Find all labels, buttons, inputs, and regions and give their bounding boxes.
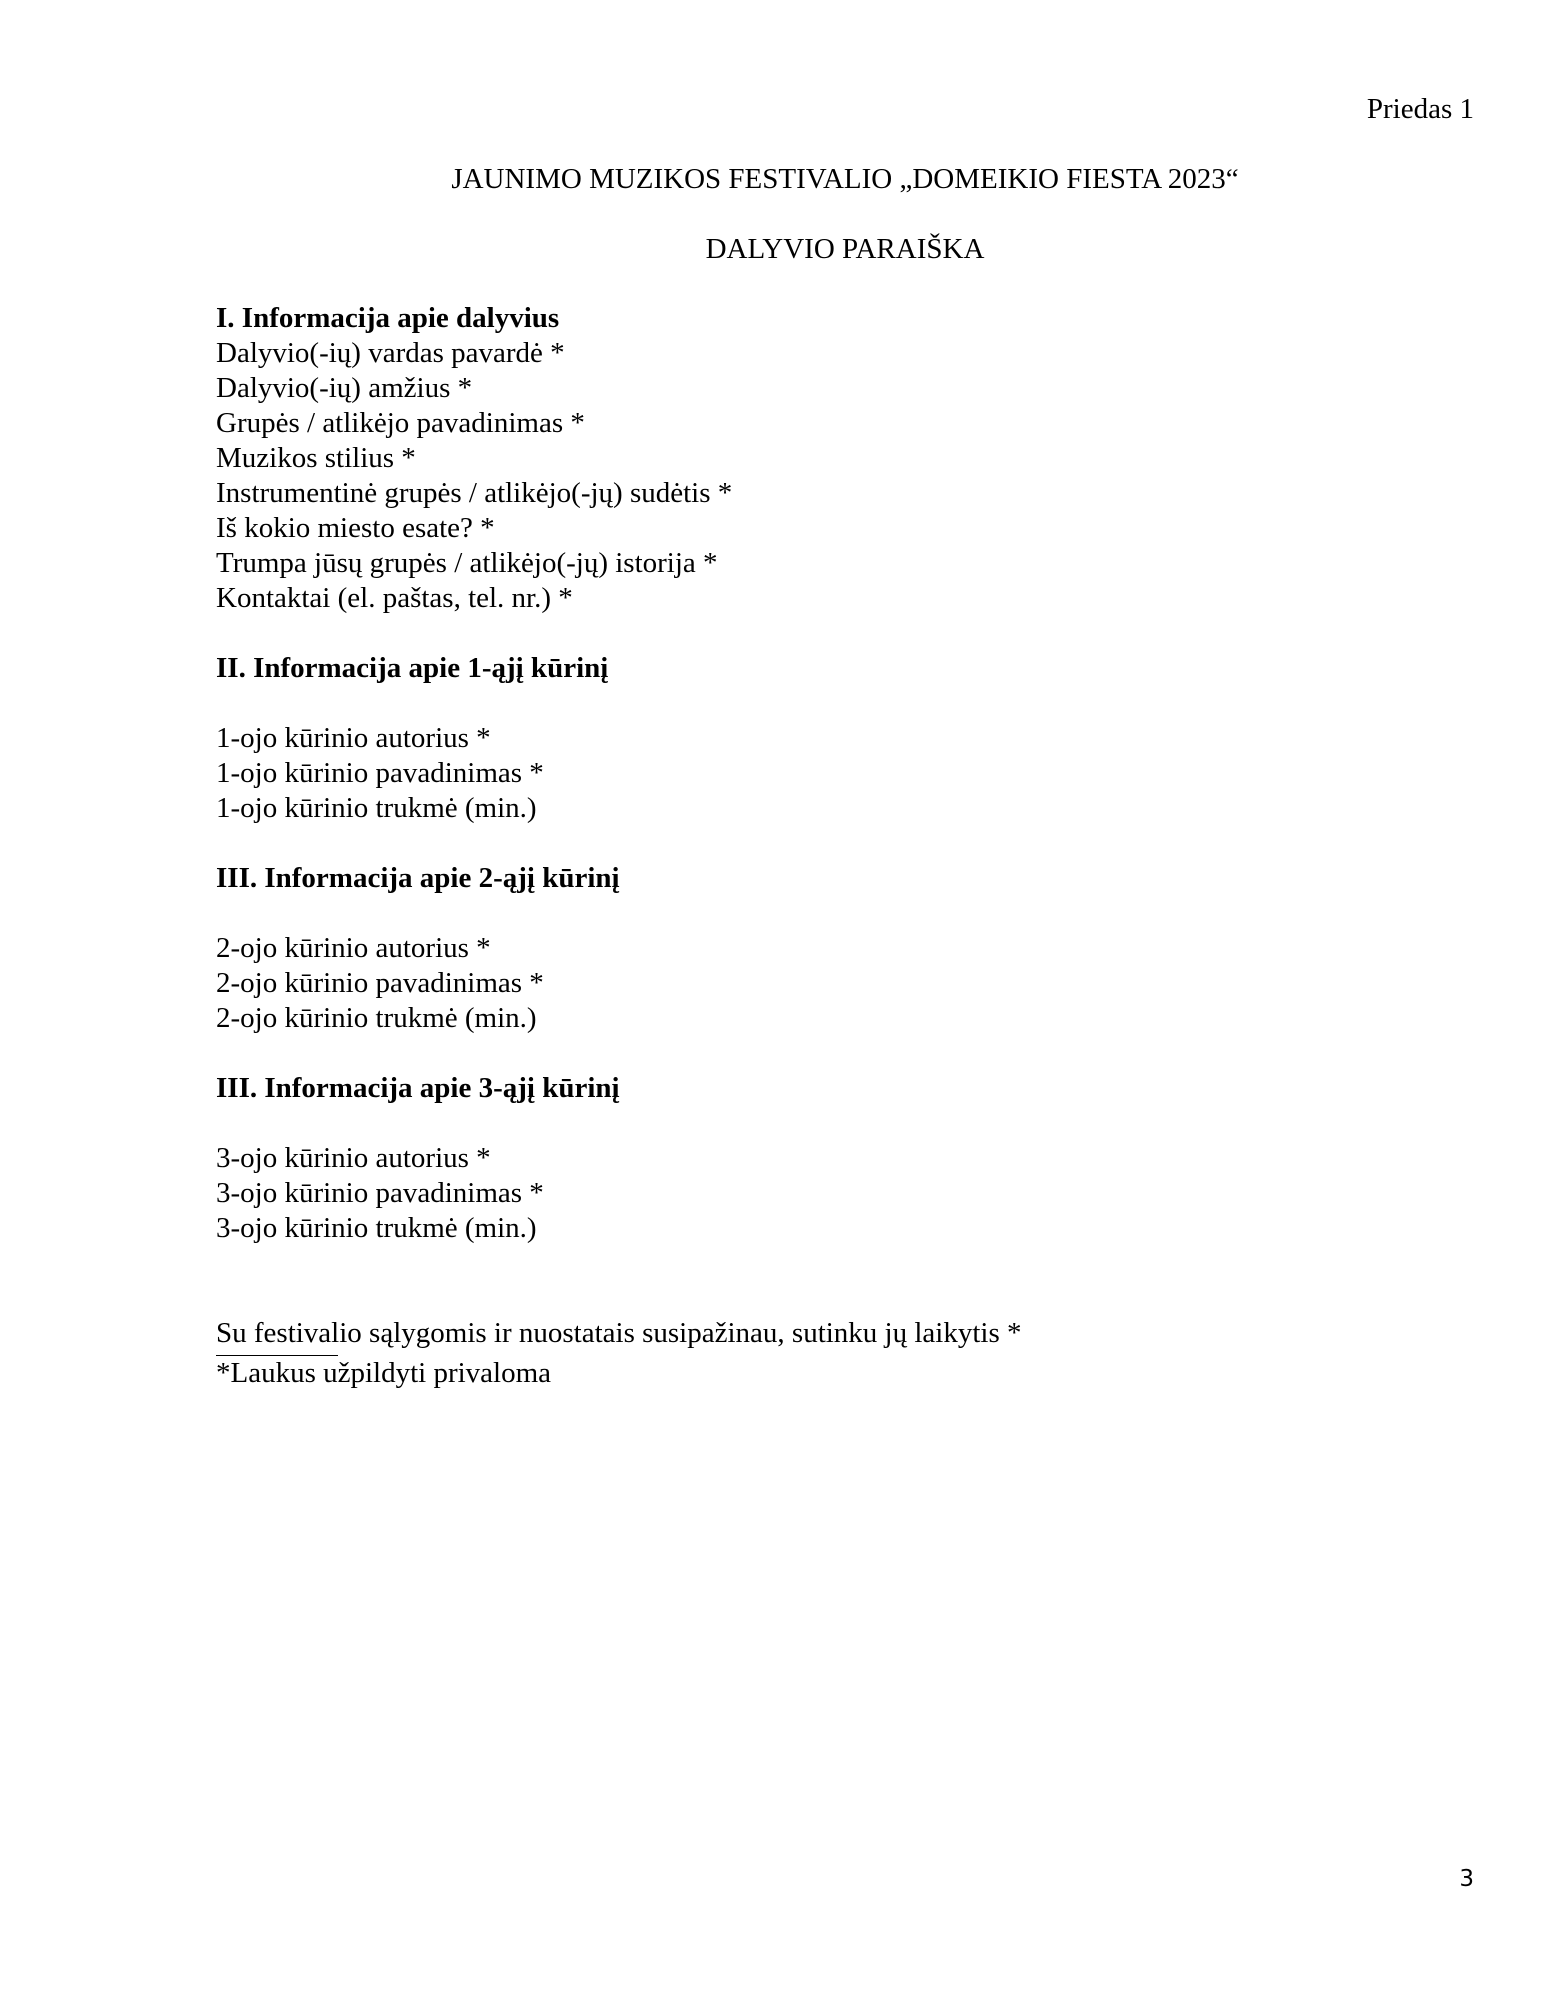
field-label-song-author: 1-ojo kūrinio autorius * xyxy=(216,722,491,754)
field-label-music-style: Muzikos stilius * xyxy=(216,442,416,474)
section-heading: I. Informacija apie dalyvius xyxy=(216,302,560,334)
spacer xyxy=(216,1246,1416,1316)
field-label-band-name: Grupės / atlikėjo pavadinimas * xyxy=(216,407,585,439)
section-heading: III. Informacija apie 3-ąjį kūrinį xyxy=(216,1072,620,1104)
spacer xyxy=(216,1106,1416,1141)
agreement-statement: Su festivalio sąlygomis ir nuostatais susipažinau, sutinku jų laikytis * xyxy=(216,1317,1022,1349)
spacer xyxy=(216,686,1416,721)
field-label-lineup: Instrumentinė grupės / atlikėjo(-jų) sudėtis * xyxy=(216,477,733,509)
field-label-age: Dalyvio(-ių) amžius * xyxy=(216,372,473,404)
section-heading: II. Informacija apie 1-ąjį kūrinį xyxy=(216,652,609,684)
page-number: 3 xyxy=(1459,1866,1474,1892)
section-song-1 xyxy=(216,651,1416,826)
section-participants xyxy=(216,301,1416,616)
field-label-history: Trumpa jūsų grupės / atlikėjo(-jų) istorija * xyxy=(216,547,718,579)
field-label-song-duration: 3-ojo kūrinio trukmė (min.) xyxy=(216,1212,537,1244)
document-subtitle: DALYVIO PARAIŠKA xyxy=(705,233,985,265)
spacer xyxy=(216,826,1416,861)
field-label-contacts: Kontaktai (el. paštas, tel. nr.) * xyxy=(216,582,573,614)
spacer xyxy=(216,616,1416,651)
field-label-song-author: 3-ojo kūrinio autorius * xyxy=(216,1142,491,1174)
form-content xyxy=(216,301,1416,1391)
field-label-song-author: 2-ojo kūrinio autorius * xyxy=(216,932,491,964)
field-label-song-duration: 1-ojo kūrinio trukmė (min.) xyxy=(216,792,537,824)
field-label-song-title: 2-ojo kūrinio pavadinimas * xyxy=(216,967,544,999)
field-label-city: Iš kokio miesto esate? * xyxy=(216,512,495,544)
field-label-song-duration: 2-ojo kūrinio trukmė (min.) xyxy=(216,1002,537,1034)
annex-label: Priedas 1 xyxy=(1366,93,1474,125)
section-song-2 xyxy=(216,861,1416,1036)
field-label-name: Dalyvio(-ių) vardas pavardė * xyxy=(216,337,565,369)
section-song-3 xyxy=(216,1071,1416,1246)
document-title: JAUNIMO MUZIKOS FESTIVALIO „DOMEIKIO FIESTA 2023“ xyxy=(451,163,1239,195)
spacer xyxy=(216,1036,1416,1071)
spacer xyxy=(216,896,1416,931)
field-label-song-title: 1-ojo kūrinio pavadinimas * xyxy=(216,757,544,789)
field-label-song-title: 3-ojo kūrinio pavadinimas * xyxy=(216,1177,544,1209)
section-heading: III. Informacija apie 2-ąjį kūrinį xyxy=(216,862,620,894)
footnote-required-fields: *Laukus užpildyti privaloma xyxy=(216,1357,552,1389)
